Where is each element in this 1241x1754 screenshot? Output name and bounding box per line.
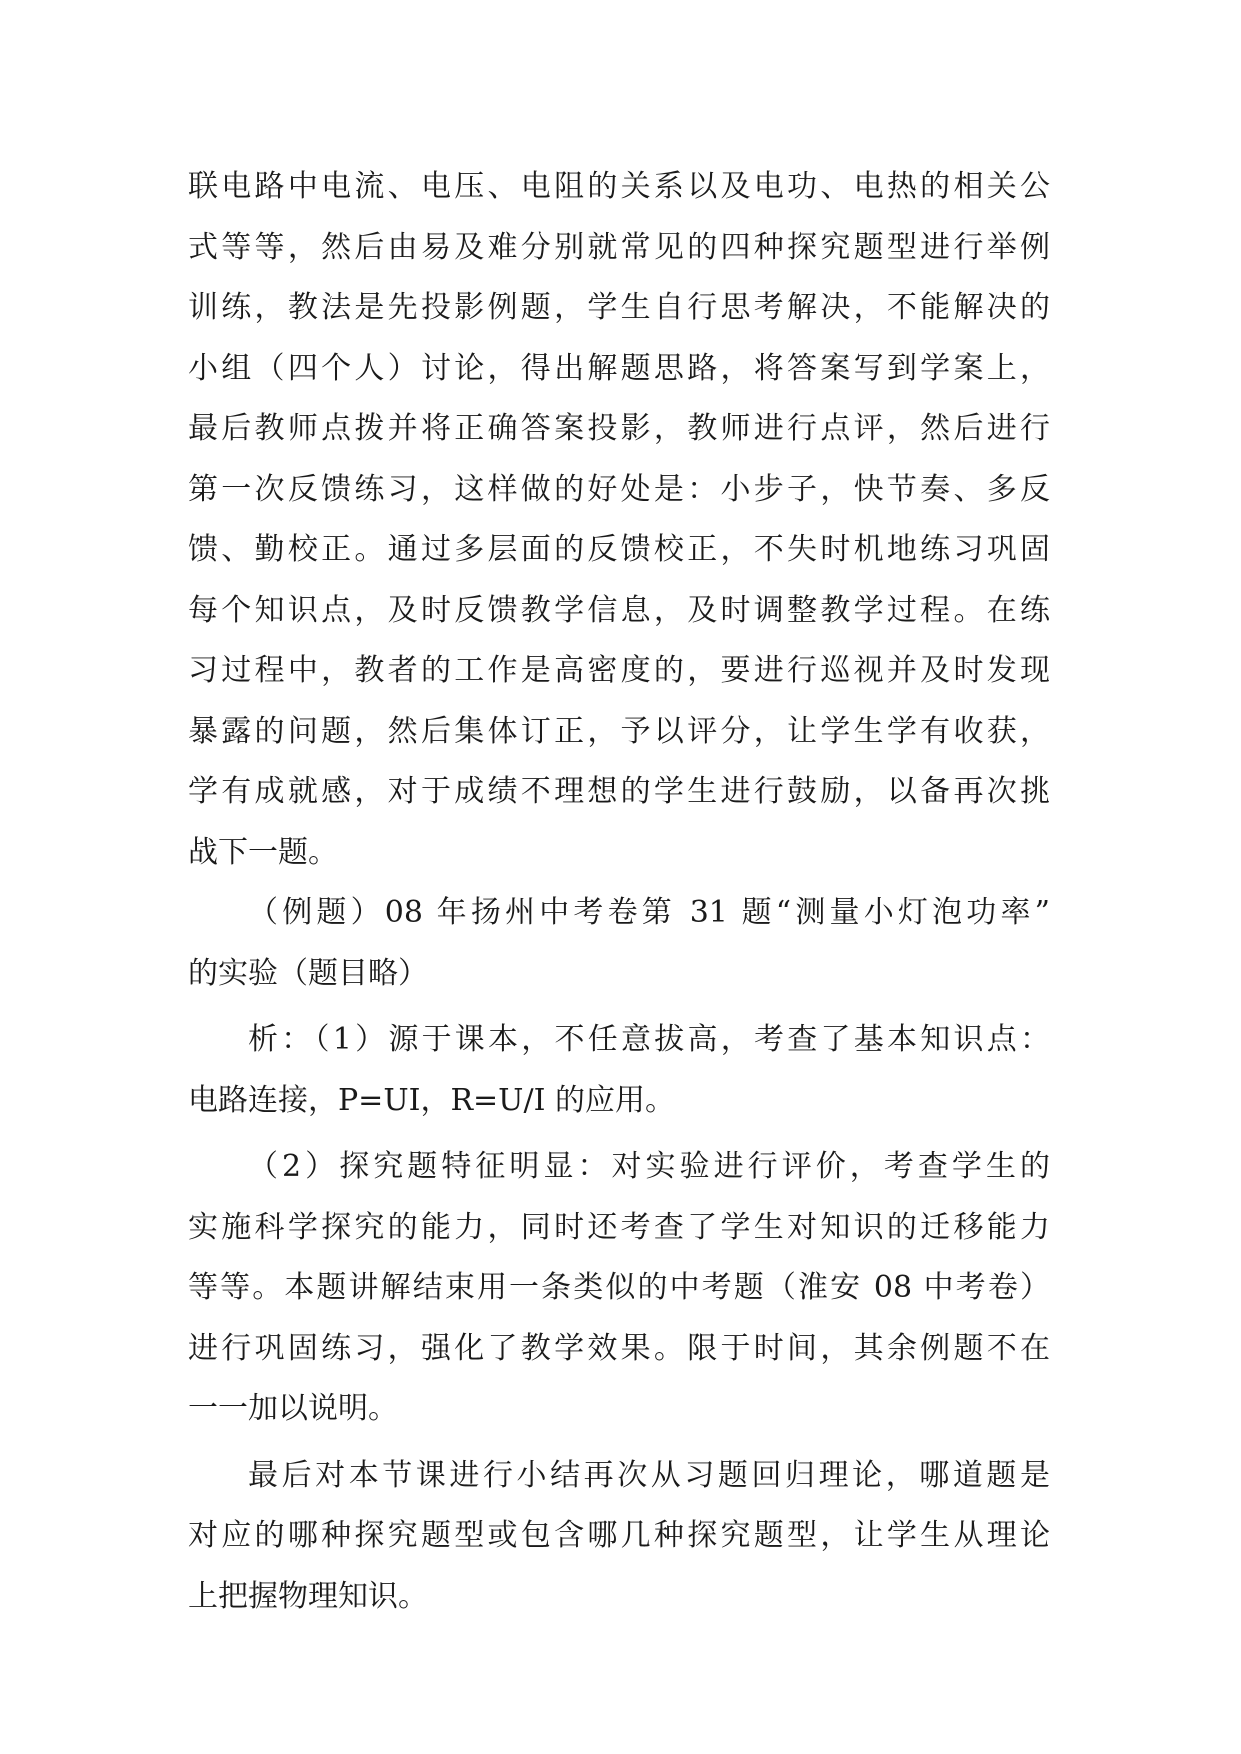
text-line: 每个知识点，及时反馈教学信息，及时调整教学过程。在练: [188, 592, 1050, 628]
document-body: [188, 157, 1050, 1627]
text-line: 习过程中，教者的工作是高密度的，要进行巡视并及时发现: [188, 653, 1050, 688]
paragraph: [188, 157, 1050, 883]
text-line: 一一加以说明。: [188, 1391, 398, 1426]
text-line: 等等。本题讲解结束用一条类似的中考题（淮安 08 中考卷）: [188, 1270, 1050, 1305]
text-line: 最后教师点拨并将正确答案投影，教师进行点评，然后进行: [188, 411, 1050, 446]
paragraph: [188, 1446, 1050, 1628]
text-line: 战下一题。: [188, 834, 338, 870]
text-line: （2）探究题特征明显：对实验进行评价，考查学生的: [248, 1149, 1050, 1184]
text-line: 小组（四个人）讨论，得出解题思路，将答案写到学案上，: [188, 350, 1050, 386]
text-line: 进行巩固练习，强化了教学效果。限于时间，其余例题不在: [188, 1330, 1050, 1366]
text-line: 暴露的问题，然后集体订正，予以评分，让学生学有收获，: [188, 713, 1050, 749]
text-line: 第一次反馈练习，这样做的好处是：小步子，快节奏、多反: [188, 471, 1050, 507]
paragraph: [188, 1137, 1050, 1440]
text-line: 电路连接，P=UI，R=U/I 的应用。: [188, 1082, 675, 1118]
text-line: 最后对本节课进行小结再次从习题回归理论，哪道题是: [248, 1457, 1050, 1493]
text-line: 馈、勤校正。通过多层面的反馈校正，不失时机地练习巩固: [188, 532, 1050, 567]
text-line: 实施科学探究的能力，同时还考查了学生对知识的迁移能力: [188, 1209, 1050, 1245]
paragraph: [188, 883, 1050, 1004]
text-line: 学有成就感，对于成绩不理想的学生进行鼓励，以备再次挑: [188, 774, 1050, 809]
text-line: 对应的哪种探究题型或包含哪几种探究题型，让学生从理论: [188, 1518, 1050, 1553]
text-line: 析：（1）源于课本，不任意拔高，考查了基本知识点：: [248, 1022, 1050, 1057]
text-line: 训练，教法是先投影例题，学生自行思考解决，不能解决的: [188, 290, 1050, 325]
text-line: 上把握物理知识。: [188, 1578, 428, 1614]
paragraph: [188, 1010, 1050, 1131]
text-line: 的实验（题目略）: [188, 955, 428, 991]
text-line: 联电路中电流、电压、电阻的关系以及电功、电热的相关公: [188, 169, 1050, 204]
text-line: （例题）08 年扬州中考卷第 31 题“测量小灯泡功率”: [248, 895, 1050, 930]
text-line: 式等等，然后由易及难分别就常见的四种探究题型进行举例: [188, 229, 1050, 265]
